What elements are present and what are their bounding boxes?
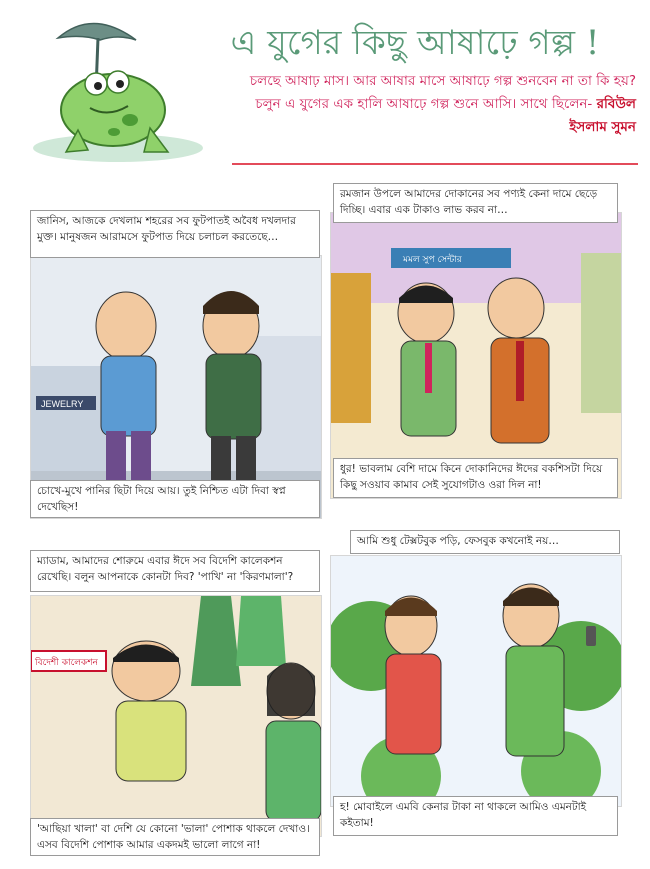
panel-4-top-caption: আমি শুধু টেক্সটবুক পড়ি, ফেসবুক কখনোই নয়… bbox=[350, 530, 620, 554]
comic-panel-2 bbox=[330, 212, 622, 499]
panel-3-bottom-caption: 'আছিয়া খালা' বা দেশি যে কোনো 'ভালা' পোশাক থাকলে দেখাও। এসব বিদেশি পোশাক আমার একদমই ভালো লাগে না! bbox=[30, 818, 320, 856]
shopkeeper-figure bbox=[398, 283, 456, 436]
intro-text bbox=[240, 70, 636, 139]
student-figure bbox=[385, 596, 441, 754]
foreign-collection-sign: বিদেশী কালেকশন bbox=[35, 658, 98, 668]
mobile-phone-icon bbox=[586, 626, 596, 646]
comic-panel-4 bbox=[330, 555, 622, 807]
customer-figure bbox=[488, 278, 549, 443]
page-title: এ যুগের কিছু আষাঢ়ে গল্প ! bbox=[230, 23, 600, 63]
panel-3-top-caption: ম্যাডাম, আমাদের শোরুমে এবার ঈদে সব বিদেশি কালেকশন রেখেছি। বলুন আপনাকে কোনটা দিব? 'পাখি' না 'কিরণমালা'? bbox=[30, 550, 320, 592]
woman-figure bbox=[266, 663, 321, 821]
jewelry-sign: JEWELRY bbox=[41, 399, 84, 409]
frog-umbrella-illustration bbox=[18, 10, 223, 170]
panel-2-bottom-caption: ধুর! ভাবলাম বেশি দামে কিনে দোকানিদের ঈদের বকশিসটা দিয়ে কিছু সওয়াব কামাব সেই সুযোগটাও ওরা দিল না! bbox=[333, 458, 618, 498]
author-name: রবিউল ইসলাম সুমন bbox=[569, 96, 636, 135]
header-divider bbox=[232, 163, 638, 165]
panel-1-top-caption: জানিস, আজকে দেখলাম শহরের সব ফুটপাতই অবৈধ দখলদার মুক্ত। মানুষজন আরামসে ফুটপাত দিয়ে চলাচল করতেছে… bbox=[30, 210, 320, 258]
panel-2-top-caption: রমজান উপলে আমাদের দোকানের সব পণ্যই কেনা দামে ছেড়ে দিচ্ছি। এবার এক টাকাও লাভ করব না… bbox=[333, 183, 618, 223]
panel-1-bottom-caption: চোখে-মুখে পানির ছিটা দিয়ে আয়। তুই নিশ্চিত এটা দিবা স্বপ্ন দেখেছিস! bbox=[30, 480, 320, 518]
store-sign: মমল সুপ সেন্টার bbox=[403, 255, 462, 265]
panel-4-bottom-caption: হ! মোবাইলে এমবি কেনার টাকা না থাকলে আমিও এমনটাই কইতাম! bbox=[333, 796, 618, 836]
comic-panel-3 bbox=[30, 595, 322, 837]
shopkeeper-figure bbox=[112, 641, 186, 781]
intro-body: চলছে আষাঢ় মাস। আর আষার মাসে আষাঢ়ে গল্প শুনবেন না তা কি হয়? চলুন এ যুগের এক হালি আষাঢ়ে গল্প শুনে আসি। সাথে ছিলেন- bbox=[249, 73, 636, 112]
